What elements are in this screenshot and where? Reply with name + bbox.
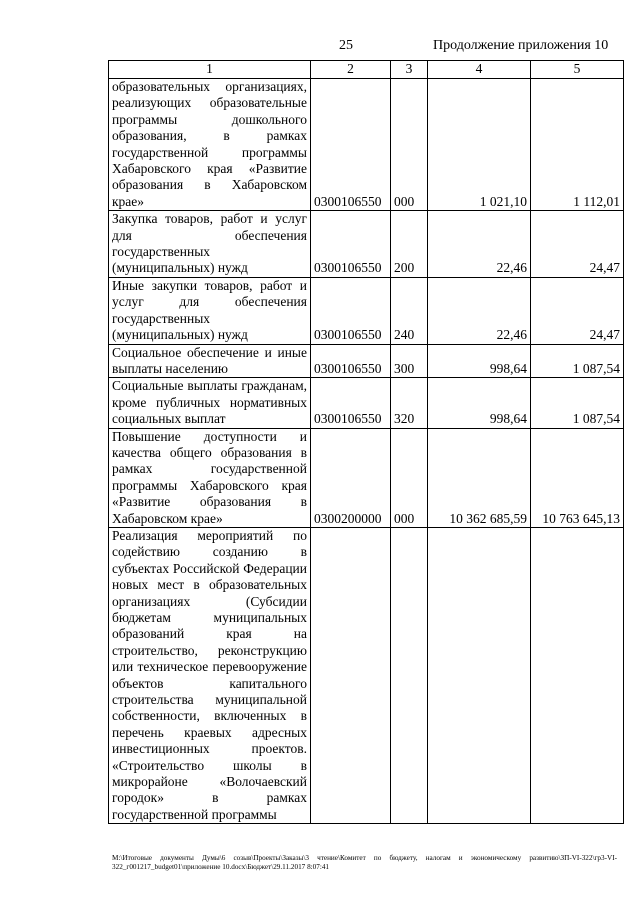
row-sum-col5 (531, 527, 624, 823)
row-sum-col5: 24,47 (531, 277, 624, 344)
table-row (109, 344, 624, 378)
table-row (109, 378, 624, 428)
row-code: 0300106550 (311, 277, 391, 344)
row-code: 0300106550 (311, 378, 391, 428)
row-expense-type: 320 (391, 378, 428, 428)
row-expense-type: 000 (391, 428, 428, 527)
row-expense-type: 200 (391, 211, 428, 278)
table-row (109, 428, 624, 527)
column-number-row (109, 61, 624, 79)
continuation-label: Продолжение приложения 10 (433, 38, 609, 53)
table-row (109, 79, 624, 211)
budget-table (108, 60, 624, 824)
column-number: 5 (531, 61, 624, 79)
file-path-footer: M:\Итоговые документы Думы\6 созыв\Проекты\Заказы\3 чтение\Комитет по бюджету, налогам и экономическому развитию\ЗП-VI-322\гр3-VI-322_г001217_budget01\приложение 10.docx\Бюджет\29.11.2017 8:07:41 (112, 854, 617, 871)
row-code: 0300106550 (311, 79, 391, 211)
row-name: Повышение доступности и качества общего образования в рамках государственной программы Хабаровского края «Развитие образования в Хабаровском крае» (109, 428, 311, 527)
row-expense-type: 300 (391, 344, 428, 378)
row-sum-col4: 998,64 (428, 378, 531, 428)
row-sum-col5: 24,47 (531, 211, 624, 278)
row-sum-col4: 22,46 (428, 277, 531, 344)
row-expense-type: 240 (391, 277, 428, 344)
row-code: 0300106550 (311, 344, 391, 378)
row-sum-col5: 1 087,54 (531, 378, 624, 428)
column-number: 4 (428, 61, 531, 79)
table-row (109, 211, 624, 278)
row-sum-col5: 10 763 645,13 (531, 428, 624, 527)
table-row (109, 527, 624, 823)
row-name: Социальные выплаты гражданам, кроме публичных нормативных социальных выплат (109, 378, 311, 428)
table-row (109, 277, 624, 344)
row-code (311, 527, 391, 823)
row-name: Социальное обеспечение и иные выплаты населению (109, 344, 311, 378)
column-number: 2 (311, 61, 391, 79)
row-name: Закупка товаров, работ и услуг для обеспечения государственных (муниципальных) нужд (109, 211, 311, 278)
page-number: 25 (339, 38, 353, 53)
column-number: 3 (391, 61, 428, 79)
row-sum-col4: 1 021,10 (428, 79, 531, 211)
row-sum-col4: 10 362 685,59 (428, 428, 531, 527)
row-sum-col4: 998,64 (428, 344, 531, 378)
row-sum-col5: 1 112,01 (531, 79, 624, 211)
row-name: образовательных организациях, реализующих образовательные программы дошкольного образования, в рамках государственной программы Хабаровского края «Развитие образования в Хабаровском крае» (109, 79, 311, 211)
row-sum-col5: 1 087,54 (531, 344, 624, 378)
column-number: 1 (109, 61, 311, 79)
row-code: 0300200000 (311, 428, 391, 527)
row-name: Иные закупки товаров, работ и услуг для обеспечения государственных (муниципальных) нужд (109, 277, 311, 344)
row-expense-type (391, 527, 428, 823)
row-sum-col4 (428, 527, 531, 823)
row-code: 0300106550 (311, 211, 391, 278)
row-sum-col4: 22,46 (428, 211, 531, 278)
row-expense-type: 000 (391, 79, 428, 211)
row-name: Реализация мероприятий по содействию созданию в субъектах Российской Федерации новых мест в образовательных организациях (Субсидии бюджетам муниципальных образований края на строительство, реконструкцию или техническое перевооружение объектов капитального строительства муниципальной собственности, включенных в перечень краевых адресных инвестиционных проектов. «Строительство школы в микрорайоне «Волочаевский городок» в рамках государственной программы (109, 527, 311, 823)
